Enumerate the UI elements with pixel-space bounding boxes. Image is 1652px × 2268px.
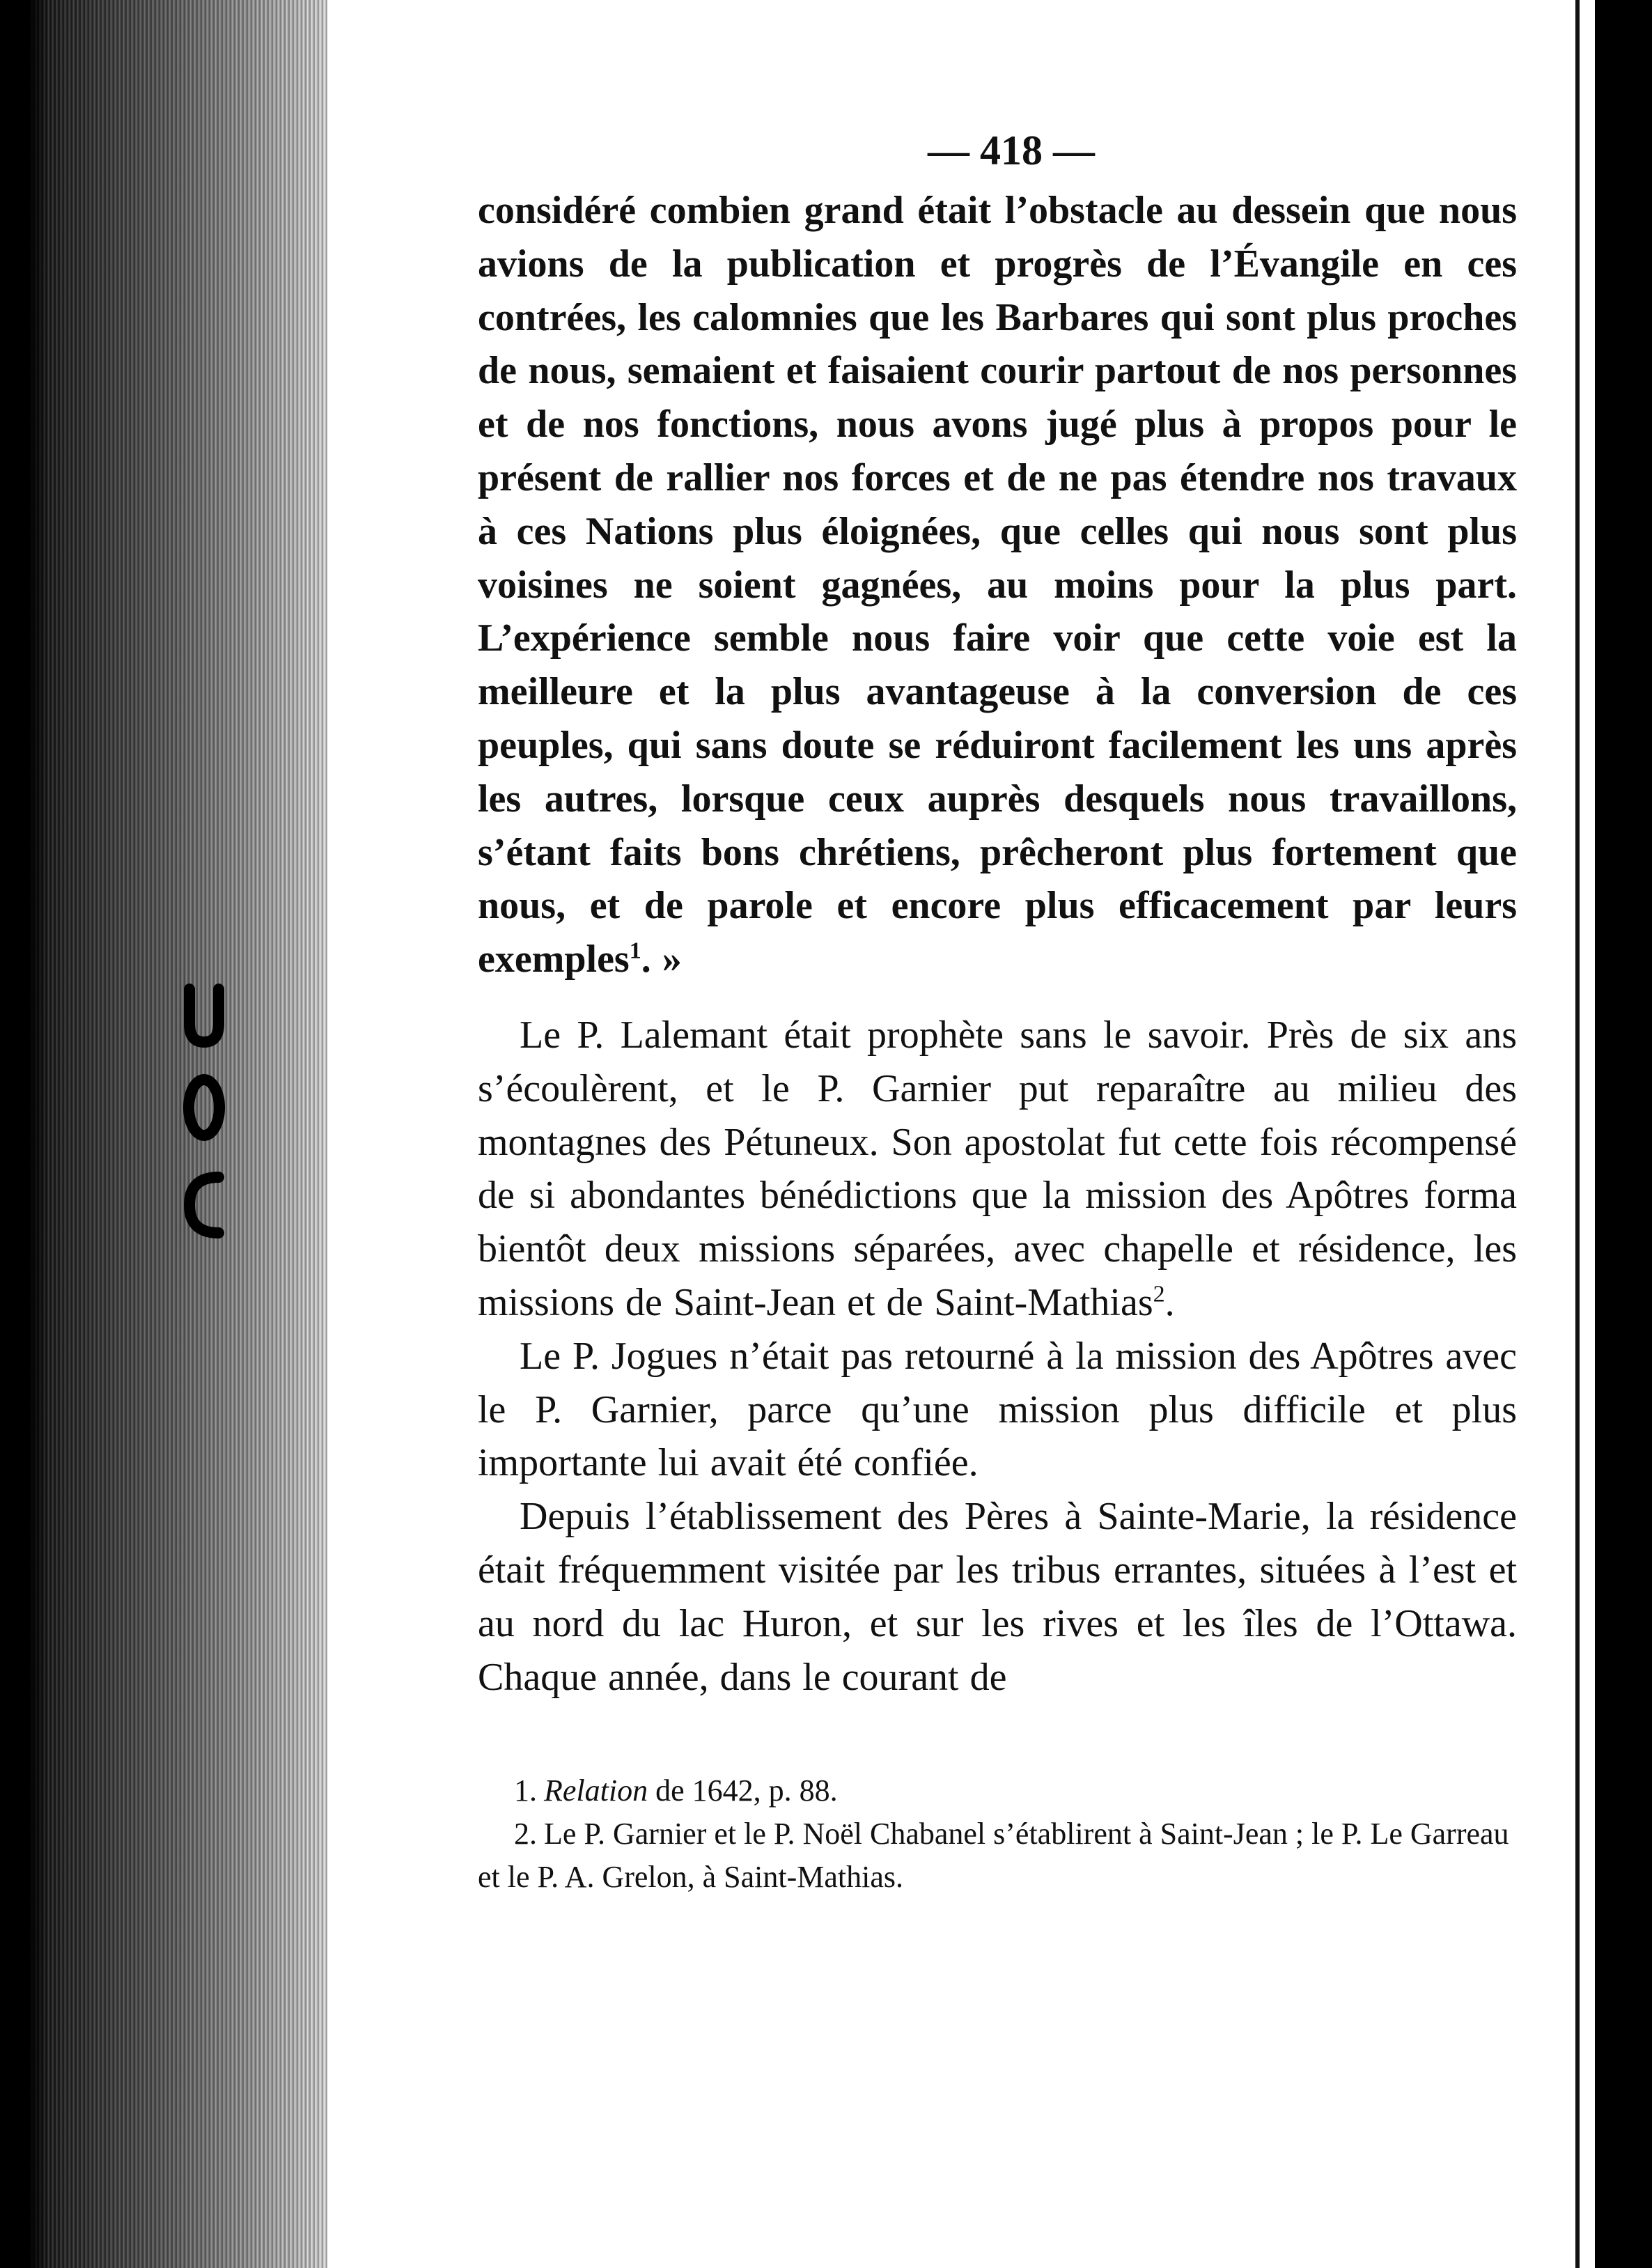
footnote-number: 1.: [514, 1773, 537, 1808]
paragraph-tail: . »: [641, 938, 682, 981]
paragraph-text: Le P. Jogues n’était pas retourné à la mission des Apôtres avec le P. Garnier, parce qu’une mission plus difficile et plus importante lui avait été confiée.: [478, 1334, 1517, 1485]
paragraph-text: considéré combien grand était l’obstacle au dessein que nous avions de la publication et progrès de l’Évangile en ces contrées, les calomnies que les Barbares qui sont plus proches de nous, semaient et faisaient courir partout de nos personnes et de nos fonctions, nous avons jugé plus à propos pour le présent de rallier nos forces et de ne pas étendre nos travaux à ces Nations plus éloignées, que celles qui nous sont plus voisines ne soient gagnées, au moins pour la plus part. L’expérience semble nous faire voir que cette voie est la meilleure et la plus avantageuse à la conversion de ces peuples, qui sans doute se réduiront facilement les uns après les autres, lorsque ceux auprès desquels nous travaillons, s’étant faits bons chrétiens, prêcheront plus fortement que nous, et de parole et encore plus efficacement par leurs exemples: [478, 189, 1517, 981]
page-edges: [0, 0, 327, 2268]
edge-shadow: [0, 0, 49, 2268]
spine-stamp: [180, 975, 228, 1247]
footnote-text: de 1642, p. 88.: [655, 1773, 838, 1808]
paragraph-lalemant: [478, 1009, 1517, 1330]
page-number: — 418 —: [928, 127, 1095, 173]
paragraph-sainte-marie: [478, 1490, 1517, 1704]
footnote-1: [478, 1769, 1517, 1812]
footnote-ref: 2: [1153, 1281, 1165, 1307]
paragraph-jogues: [478, 1330, 1517, 1490]
footnote-2: [478, 1812, 1517, 1899]
scan-border: [1595, 0, 1652, 2268]
footnote-number: 2.: [514, 1817, 537, 1851]
page-margin-line: [1575, 0, 1580, 2268]
footnote-title: Relation: [544, 1773, 648, 1808]
page-text: [478, 117, 1517, 1899]
paragraph-tail: .: [1164, 1280, 1175, 1324]
footnotes: [478, 1769, 1517, 1899]
paragraph-text: Le P. Lalemant était prophète sans le savoir. Près de six ans s’écoulèrent, et le P. Garnier put reparaître au milieu des montagnes des Pétuneux. Son apostolat fut cette fois récompensé de si abondantes bénédictions que la mission des Apôtres forma bientôt deux missions séparées, avec chapelle et résidence, les missions de Saint-Jean et de Saint-Mathias: [478, 1013, 1517, 1324]
paragraph-quote-end: [478, 184, 1517, 986]
paragraph-text: Depuis l’établissement des Pères à Sainte-Marie, la résidence était fréquemment visitée par les tribus errantes, situées à l’est et au nord du lac Huron, et sur les rives et les îles de l’Ottawa. Chaque année, dans le courant de: [478, 1495, 1517, 1699]
footnote-ref: 1: [629, 938, 641, 964]
footnote-text: Le P. Garnier et le P. Noël Chabanel s’établirent à Saint-Jean ; le P. Le Garreau et le P. A. Grelon, à Saint-Mathias.: [478, 1817, 1509, 1895]
